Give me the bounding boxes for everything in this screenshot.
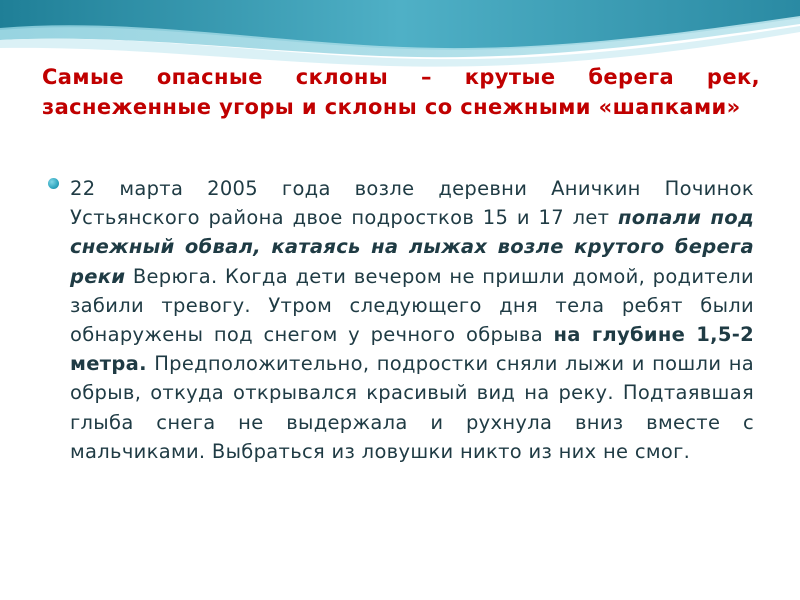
paragraph-emphasis: попали под снежный обвал, катаясь на лыжах возле крутого берега реки <box>70 206 754 288</box>
paragraph-text-part-3: Предположительно, подростки сняли лыжи и пошли на обрыв, откуда открывался красивый вид на реку. Подтаявшая глыба снега не выдержала и рухнула вниз вместе с мальчиками. Выбраться из ловушки никто из них не смог. <box>70 352 754 463</box>
paragraph-bold-depth: на глубине 1,5-2 метра. <box>70 323 755 376</box>
slide-title: Самые опасные склоны – крутые берега рек, заснеженные угоры и склоны со снежными «шапками» <box>42 65 760 119</box>
paragraph-text-part-1: 22 марта 2005 года возле деревни Аничкин Починок Устьянского района двое подростков 15 и 17 лет <box>70 177 754 230</box>
bullet-icon <box>48 178 59 189</box>
paragraph-text-part-2: Верюга. Когда дети вечером не пришли домой, родители забили тревогу. Утром следующего дня тела ребят были обнаружены под снегом у речного обрыва <box>70 264 754 347</box>
bullet-item <box>48 174 754 466</box>
body-paragraph <box>70 174 754 466</box>
header-wave-decoration <box>0 0 800 70</box>
